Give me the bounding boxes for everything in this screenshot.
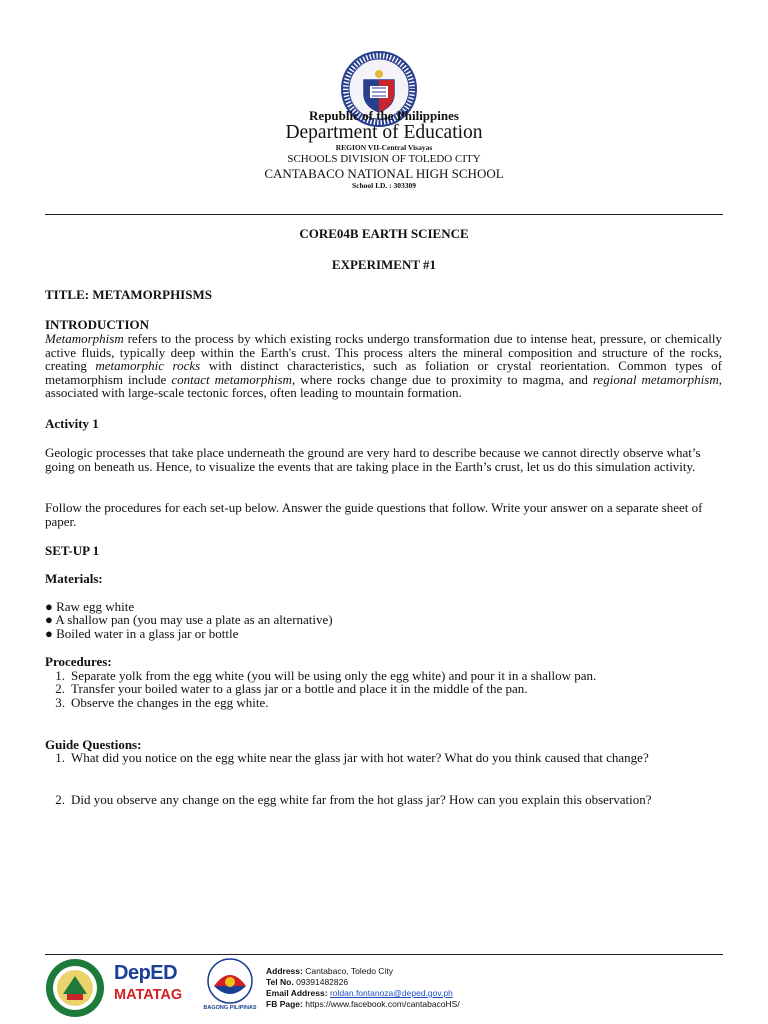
fb-link[interactable]: https://www.facebook.com/cantabacoHS/ xyxy=(305,999,460,1009)
department-title: Department of Education xyxy=(285,122,483,143)
guide-question: 1. What did you notice on the egg white near the glass jar with hot water? What do you think caused that change? xyxy=(55,750,649,765)
document-title: TITLE: METAMORPHISMS xyxy=(45,287,212,302)
setup-heading: SET-UP 1 xyxy=(45,543,100,558)
deped-matatag-logo xyxy=(114,962,196,1016)
materials-item: ● Raw egg white xyxy=(45,599,135,614)
procedure-item: 3. Observe the changes in the egg white. xyxy=(55,695,269,710)
materials-item: ● A shallow pan (you may use a plate as an alternative) xyxy=(45,612,333,627)
activity-paragraph-1: Geologic processes that take place underneath the ground are very hard to describe because we cannot directly observe what’s going on beneath us. Hence, to visualize the events that are taking place in the Earth’s crust, let us do this simulation activity. xyxy=(45,445,701,474)
footer-address: Address: Cantabaco, Toledo City xyxy=(266,966,393,976)
term-regional-metamorphism: regional metamorphism xyxy=(592,371,719,387)
activity-heading: Activity 1 xyxy=(45,416,99,431)
activity-paragraph-2: Follow the procedures for each set-up below. Answer the guide questions that follow. Write your answer on a separate sheet of paper. xyxy=(45,500,703,529)
footer-divider xyxy=(45,954,723,955)
deped-wordmark: DepED xyxy=(114,962,178,984)
email-link[interactable]: roldan.fontanoza@deped.gov.ph xyxy=(329,988,453,998)
region-line: REGION VII-Central Visayas xyxy=(335,143,433,152)
term-contact-metamorphism: contact metamorphism xyxy=(171,371,292,387)
footer-fb: FB Page: https://www.facebook.com/cantabacoHS/ xyxy=(266,999,460,1009)
bagong-pilipinas-text: BAGONG PILIPINAS xyxy=(203,1005,257,1011)
materials-heading: Materials: xyxy=(45,571,103,586)
experiment-title: EXPERIMENT #1 xyxy=(331,257,437,272)
footer-tel: Tel No. 09391482826 xyxy=(266,977,349,987)
term-metamorphic-rocks: metamorphic rocks xyxy=(95,358,201,374)
materials-item: ● Boiled water in a glass jar or bottle xyxy=(45,626,239,641)
school-name: CANTABACO NATIONAL HIGH SCHOOL xyxy=(264,166,504,181)
header-divider xyxy=(45,214,723,215)
procedure-item: 2. Transfer your boiled water to a glass jar or a bottle and place it in the middle of the pan. xyxy=(55,681,528,696)
term-metamorphism: Metamorphism xyxy=(45,331,124,346)
footer-contact xyxy=(266,966,460,1010)
division-line: SCHOOLS DIVISION OF TOLEDO CITY xyxy=(287,153,481,165)
course-title: CORE04B EARTH SCIENCE xyxy=(299,226,469,241)
republic-line: Republic of the Philippines xyxy=(309,108,459,123)
guide-questions-heading: Guide Questions: xyxy=(45,737,142,752)
footer-email: Email Address: roldan.fontanoza@deped.gov.ph xyxy=(266,988,453,998)
procedures-heading: Procedures: xyxy=(45,654,112,669)
introduction-heading: INTRODUCTION xyxy=(45,317,150,332)
procedure-item: 1. Separate yolk from the egg white (you will be using only the egg white) and pour it in a shallow pan. xyxy=(55,668,597,683)
guide-question: 2. Did you observe any change on the egg white far from the hot glass jar? How can you explain this observation? xyxy=(55,792,652,807)
matatag-wordmark: MATATAG xyxy=(114,987,183,1003)
bagong-pilipinas-emblem xyxy=(206,958,254,1004)
school-seal-logo xyxy=(45,958,105,1018)
school-id: School I.D. : 303309 xyxy=(352,181,416,190)
bagong-pilipinas-logo xyxy=(200,958,260,1018)
introduction-paragraph: Metamorphism refers to the process by which existing rocks undergo transformation due to intense heat, pressure, or chemically active fluids, typically deep within the Earth's crust. This process alters the mineral composition and structure of the rocks, creating metamorphic rocks with distinct characteristics, such as foliation or crystal reorientation. Common types of metamorphism include contact metamorphism, where rocks change due to proximity to magma, and regional metamorphism, associated with large-scale tectonic forces, often leading to mountain formation. xyxy=(45,331,722,401)
